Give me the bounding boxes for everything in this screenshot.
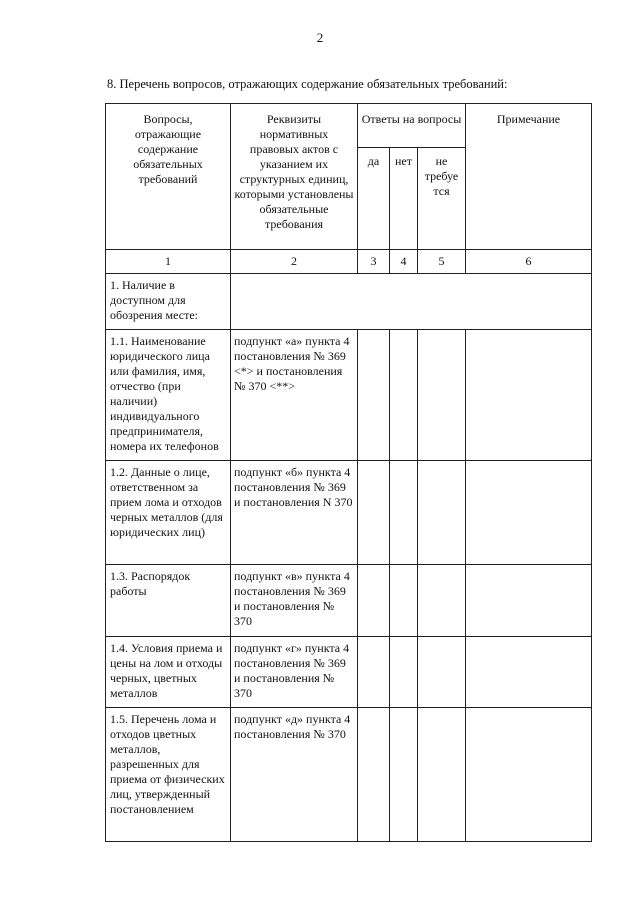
header-note: Примечание [466, 104, 592, 250]
answer-not-required-cell [418, 461, 466, 565]
header-questions: Вопросы, отражающие содержание обязательных требований [106, 104, 231, 250]
answer-yes-cell [358, 330, 390, 461]
section-heading: 8. Перечень вопросов, отражающих содержание обязательных требований: [107, 77, 508, 91]
group-empty-cell [231, 274, 592, 330]
question-cell: 1.1. Наименование юридического лица или фамилия, имя, отчество (при наличии) индивидуального предпринимателя, номера их телефонов [106, 330, 231, 461]
answer-not-required-cell [418, 637, 466, 708]
question-cell: 1.2. Данные о лице, ответственном за прием лома и отходов черных металлов (для юридических лиц) [106, 461, 231, 565]
answer-yes-cell [358, 461, 390, 565]
header-row-top [106, 104, 592, 148]
note-cell [466, 637, 592, 708]
header-yes: да [358, 148, 390, 250]
column-number: 2 [231, 250, 358, 274]
answer-no-cell [390, 461, 418, 565]
answer-yes-cell [358, 565, 390, 637]
column-number: 5 [418, 250, 466, 274]
header-answers: Ответы на вопросы [358, 104, 466, 148]
column-number: 1 [106, 250, 231, 274]
question-cell: 1.5. Перечень лома и отходов цветных металлов, разрешенных для приема от физических лиц, утвержденный постановлением [106, 708, 231, 842]
column-number: 4 [390, 250, 418, 274]
column-number: 6 [466, 250, 592, 274]
reference-cell: подпункт «в» пункта 4 постановления № 369 и постановления № 370 [231, 565, 358, 637]
group-row [106, 274, 592, 330]
reference-cell: подпункт «д» пункта 4 постановления № 370 [231, 708, 358, 842]
table-row [106, 565, 592, 637]
table-row [106, 708, 592, 842]
reference-cell: подпункт «б» пункта 4 постановления № 369 и постановления N 370 [231, 461, 358, 565]
answer-not-required-cell [418, 330, 466, 461]
note-cell [466, 708, 592, 842]
answer-no-cell [390, 708, 418, 842]
note-cell [466, 565, 592, 637]
question-cell: 1.3. Распорядок работы [106, 565, 231, 637]
requirements-table [105, 103, 592, 842]
header-no: нет [390, 148, 418, 250]
answer-not-required-cell [418, 565, 466, 637]
answer-yes-cell [358, 637, 390, 708]
answer-yes-cell [358, 708, 390, 842]
page-number: 2 [316, 30, 324, 45]
table-row [106, 461, 592, 565]
reference-cell: подпункт «а» пункта 4 постановления № 369 <*> и постановления № 370 <**> [231, 330, 358, 461]
group-title: 1. Наличие в доступном для обозрения месте: [106, 274, 231, 330]
column-numbers-row [106, 250, 592, 274]
column-number: 3 [358, 250, 390, 274]
answer-no-cell [390, 565, 418, 637]
header-not-required: не требуе тся [418, 148, 466, 250]
reference-cell: подпункт «г» пункта 4 постановления № 369 и постановления № 370 [231, 637, 358, 708]
table-row [106, 330, 592, 461]
answer-no-cell [390, 330, 418, 461]
note-cell [466, 330, 592, 461]
note-cell [466, 461, 592, 565]
answer-no-cell [390, 637, 418, 708]
table-row [106, 637, 592, 708]
question-cell: 1.4. Условия приема и цены на лом и отходы черных, цветных металлов [106, 637, 231, 708]
header-requisites: Реквизиты нормативных правовых актов с указанием их структурных единиц, которыми установлены обязательные требования [231, 104, 358, 250]
answer-not-required-cell [418, 708, 466, 842]
